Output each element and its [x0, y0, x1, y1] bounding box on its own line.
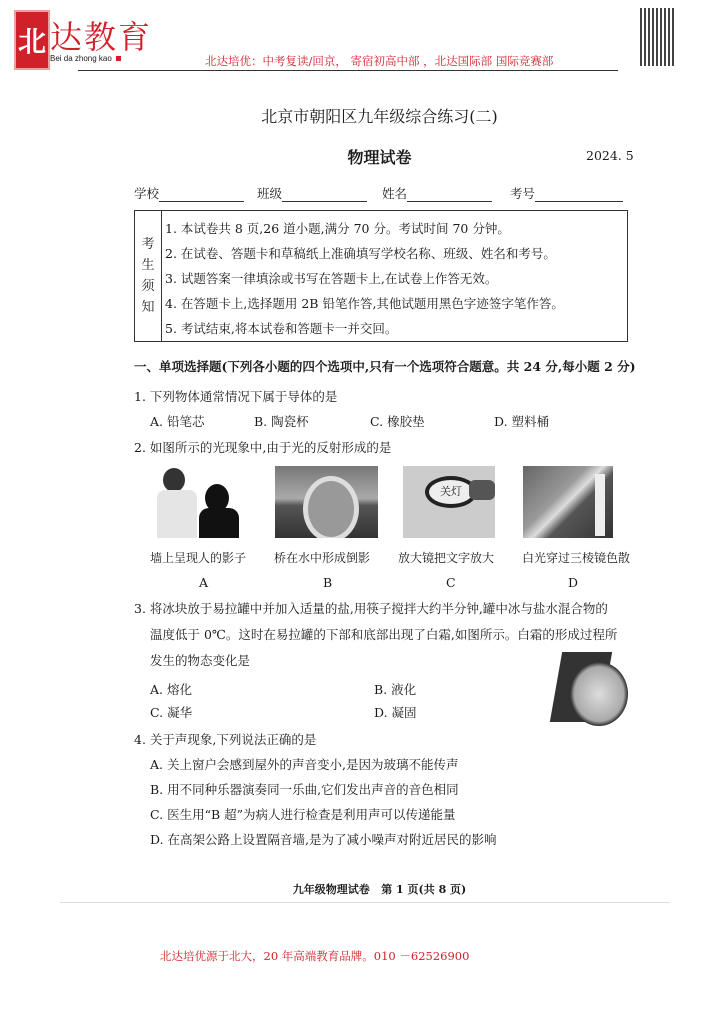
- notice-side-label: [135, 211, 162, 341]
- field-id: [510, 184, 623, 202]
- q4-stem: 4. 关于声现象,下列说法正确的是: [134, 732, 317, 747]
- field-school: [134, 184, 244, 202]
- notice-box: [134, 210, 628, 342]
- q4-option-c: C. 医生用“B 超”为病人进行检查是利用声可以传递能量: [150, 807, 456, 822]
- field-label: 学校: [134, 186, 160, 201]
- sign-text: 关灯: [425, 476, 477, 508]
- banner-text: 北达培优：中考复读/回京， 寄宿初高中部 ，北达国际部 国际竞赛部: [205, 54, 554, 68]
- q3-option-d: D. 凝固: [374, 705, 417, 720]
- field-name: [382, 184, 492, 202]
- section-heading: 一、单项选择题(下列各小题的四个选项中,只有一个选项符合题意。共 24 分,每小题 2 分): [134, 359, 636, 374]
- notice-item: 2. 在试卷、答题卡和草稿纸上准确填写学校名称、班级、姓名和考号。: [165, 246, 556, 261]
- field-label: 班级: [257, 186, 283, 201]
- q2-caption-d: 白光穿过三棱镜色散: [522, 551, 631, 565]
- prism-photo: [523, 466, 613, 538]
- q1-stem: 1. 下列物体通常情况下属于导体的是: [134, 389, 338, 404]
- field-label: 考号: [510, 186, 536, 201]
- q1-option-c: C. 橡胶垫: [370, 414, 425, 429]
- side-char: 生: [141, 258, 155, 273]
- id-blank: [535, 189, 623, 202]
- q3-option-a: A. 熔化: [150, 682, 192, 697]
- frost-can-photo: [556, 652, 628, 728]
- ad-text: 北达培优源于北大，20 年高端教育品牌。010 －62526900: [160, 949, 470, 963]
- q2-letter-c: C: [446, 575, 456, 590]
- magnifier-photo: [403, 466, 495, 538]
- page-footer: 九年级物理试卷 第 1 页(共 8 页): [292, 883, 467, 896]
- q4-option-d: D. 在高架公路上设置隔音墙,是为了减小噪声对附近居民的影响: [150, 832, 497, 847]
- qr-code-icon: [640, 8, 674, 66]
- q3-line: 3. 将冰块放于易拉罐中并加入适量的盐,用筷子搅拌大约半分钟,罐中冰与盐水混合物的: [134, 601, 608, 616]
- q2-caption-a: 墙上呈现人的影子: [150, 551, 247, 565]
- side-char: 须: [141, 279, 155, 294]
- q3-option-c: C. 凝华: [150, 705, 193, 720]
- side-char: 知: [141, 300, 155, 315]
- q2-letter-a: A: [199, 575, 209, 590]
- header-divider: [78, 70, 618, 71]
- q3-line: 发生的物态变化是: [150, 653, 251, 668]
- q3-option-b: B. 液化: [374, 682, 417, 697]
- q1-option-a: A. 铅笔芯: [150, 414, 205, 429]
- class-blank: [282, 189, 367, 202]
- q2-letter-d: D: [568, 575, 579, 590]
- q4-option-b: B. 用不同种乐器演奏同一乐曲,它们发出声音的音色相同: [150, 782, 459, 797]
- field-class: [257, 184, 367, 202]
- q2-letter-b: B: [323, 575, 333, 590]
- q3-line: 温度低于 0℃。这时在易拉罐的下部和底部出现了白霜,如图所示。白霜的形成过程所: [150, 627, 618, 642]
- q2-caption-b: 桥在水中形成倒影: [274, 551, 371, 565]
- logo-sub-text: Bei da zhong kao: [50, 54, 112, 63]
- footer-divider: [60, 902, 670, 903]
- subject-title: 物理试卷: [347, 148, 412, 167]
- notice-item: 1. 本试卷共 8 页,26 道小题,满分 70 分。考试时间 70 分钟。: [165, 221, 510, 236]
- notice-item: 5. 考试结束,将本试卷和答题卡一并交回。: [165, 321, 398, 336]
- notice-item: 4. 在答题卡上,选择题用 2B 铅笔作答,其他试题用黑色字迹签字笔作答。: [165, 296, 564, 311]
- q1-option-d: D. 塑料桶: [494, 414, 550, 429]
- logo-text: 达教育: [50, 18, 153, 56]
- bridge-photo: [275, 466, 378, 538]
- name-blank: [407, 189, 492, 202]
- q2-stem: 2. 如图所示的光现象中,由于光的反射形成的是: [134, 440, 392, 455]
- q4-option-a: A. 关上窗户会感到屋外的声音变小,是因为玻璃不能传声: [150, 757, 459, 772]
- side-char: 考: [141, 237, 155, 252]
- q1-option-b: B. 陶瓷杯: [254, 414, 309, 429]
- field-label: 姓名: [382, 186, 408, 201]
- square-icon: [116, 56, 121, 61]
- exam-date: 2024. 5: [586, 148, 634, 163]
- logo-mark: 北: [14, 10, 50, 70]
- school-blank: [159, 189, 244, 202]
- shadow-photo: [155, 466, 245, 538]
- notice-item: 3. 试题答案一律填涂或书写在答题卡上,在试卷上作答无效。: [165, 271, 498, 286]
- q2-caption-c: 放大镜把文字放大: [398, 551, 495, 565]
- logo-subtitle: [50, 54, 121, 63]
- exam-title: 北京市朝阳区九年级综合练习(二): [261, 107, 498, 126]
